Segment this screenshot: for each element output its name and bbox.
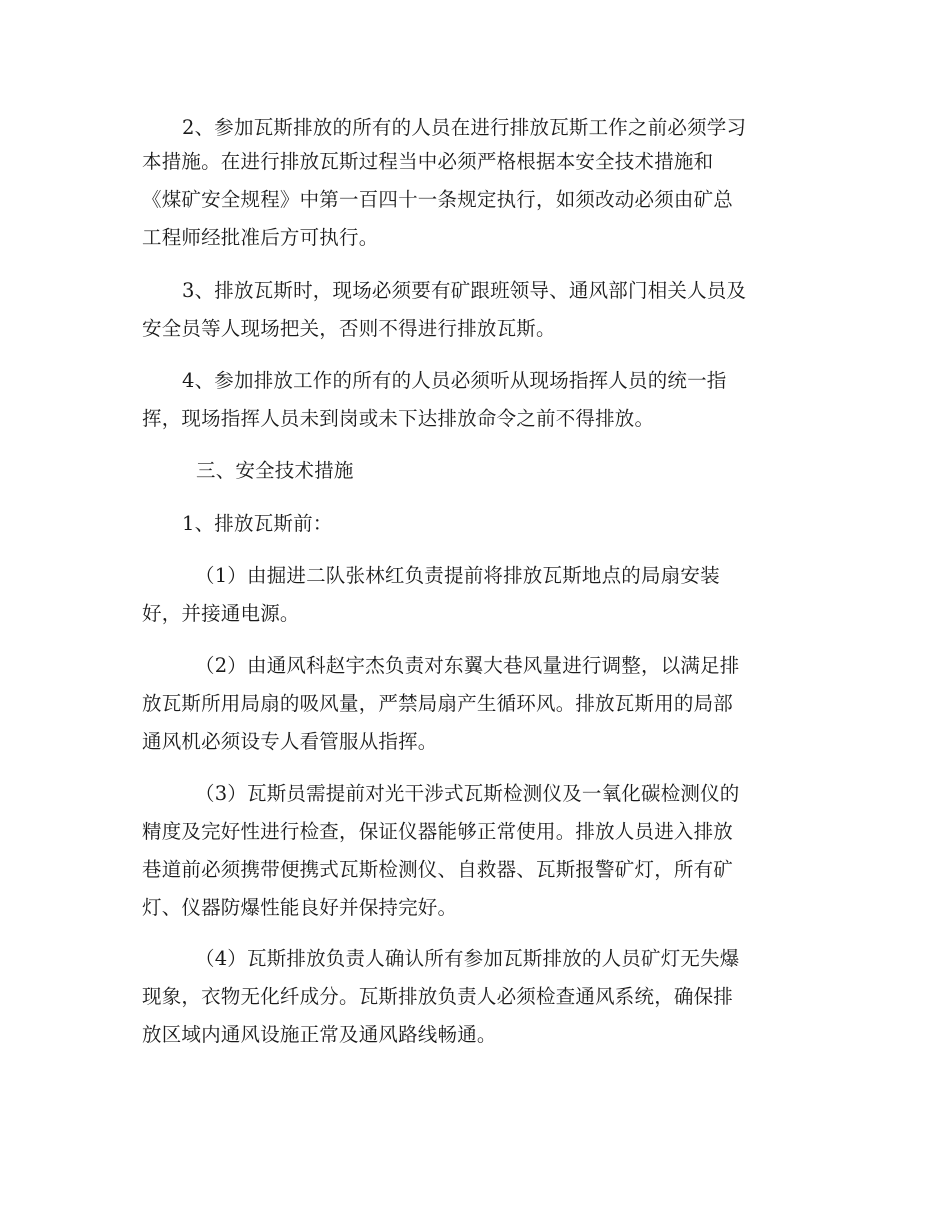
sub-item-3-line-2: 精度及完好性进行检查，保证仪器能够正常使用。排放人员进入排放 (142, 820, 734, 843)
sub-item-1-line-2: 好，并接通电源。 (142, 602, 300, 625)
subsection-heading: 1、排放瓦斯前： (182, 512, 333, 535)
item-2-line-4: 工程师经批准后方可执行。 (142, 226, 379, 249)
sub-item-2-line-3: 通风机必须设专人看管服从指挥。 (142, 730, 438, 753)
sub-item-1-line-1: （1）由掘进二队张林红负责提前将排放瓦斯地点的局扇安装 (195, 564, 720, 587)
item-3-line-2: 安全员等人现场把关，否则不得进行排放瓦斯。 (142, 317, 556, 340)
sub-item-3-line-3: 巷道前必须携带便携式瓦斯检测仪、自救器、瓦斯报警矿灯，所有矿 (142, 858, 734, 881)
sub-item-3-line-1: （3）瓦斯员需提前对光干涉式瓦斯检测仪及一氧化碳检测仪的 (195, 782, 740, 805)
sub-item-4-line-2: 现象，衣物无化纤成分。瓦斯排放负责人必须检查通风系统，确保排 (142, 985, 734, 1008)
item-3-line-1: 3、排放瓦斯时，现场必须要有矿跟班领导、通风部门相关人员及 (182, 279, 747, 302)
sub-item-3-line-4: 灯、仪器防爆性能良好并保持完好。 (142, 896, 458, 919)
sub-item-4-line-3: 放区域内通风设施正常及通风路线畅通。 (142, 1023, 497, 1046)
sub-item-2-line-1: （2）由通风科赵宇杰负责对东翼大巷风量进行调整，以满足排 (195, 654, 740, 677)
item-4-line-2: 挥，现场指挥人员未到岗或未下达排放命令之前不得排放。 (142, 407, 655, 430)
item-2-line-1: 2、参加瓦斯排放的所有的人员在进行排放瓦斯工作之前必须学习 (182, 116, 747, 139)
item-2-line-2: 本措施。在进行排放瓦斯过程当中必须严格根据本安全技术措施和 (142, 150, 714, 173)
sub-item-2-line-2: 放瓦斯所用局扇的吸风量，严禁局扇产生循环风。排放瓦斯用的局部 (142, 692, 734, 715)
sub-item-4-line-1: （4）瓦斯排放负责人确认所有参加瓦斯排放的人员矿灯无失爆 (195, 947, 740, 970)
item-4-line-1: 4、参加排放工作的所有的人员必须听从现场指挥人员的统一指 (182, 369, 727, 392)
item-2-line-3: 《煤矿安全规程》中第一百四十一条规定执行，如须改动必须由矿总 (142, 188, 734, 211)
section-heading: 三、安全技术措施 (196, 459, 354, 482)
